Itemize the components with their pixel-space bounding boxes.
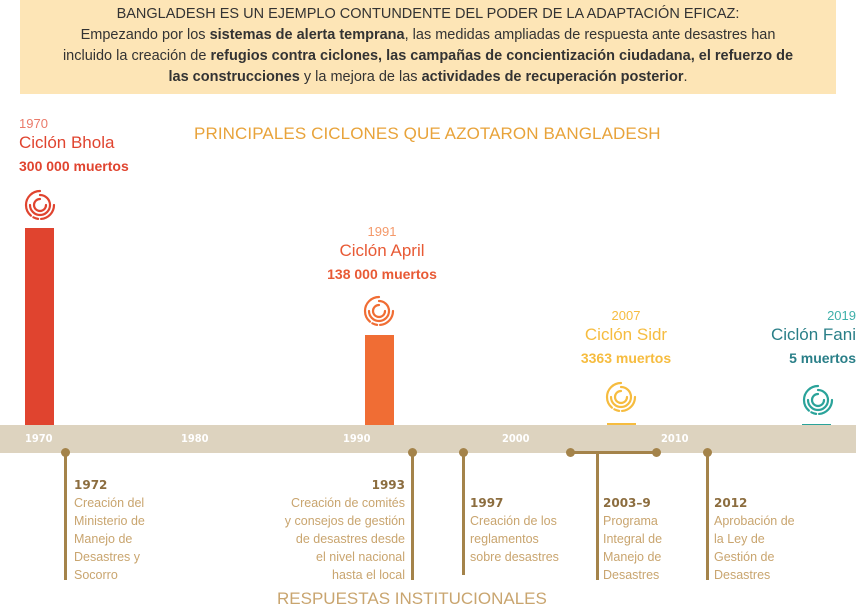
response-line bbox=[462, 452, 465, 575]
bar-bhola bbox=[25, 228, 54, 425]
cyclone-year: 1991 bbox=[367, 224, 397, 239]
axis-tick: 1970 bbox=[25, 432, 53, 445]
axis-tick: 1980 bbox=[181, 432, 209, 445]
cyclone-year: 2007 bbox=[611, 308, 641, 323]
cyclone-label-fani bbox=[756, 308, 856, 368]
intro-line-2: incluido la creación de refugios contra ciclones, las campañas de concientización ciudadana, el refuerzo de bbox=[62, 48, 794, 64]
cyclone-icon bbox=[22, 187, 58, 223]
intro-line-1: Empezando por los sistemas de alerta temprana, las medidas ampliadas de respuesta ante desastres han bbox=[80, 27, 776, 43]
cyclone-icon bbox=[800, 382, 836, 418]
cyclone-year: 2019 bbox=[827, 308, 856, 323]
cyclone-deaths: 3363 muertos bbox=[580, 350, 672, 366]
intro-line-3: las construcciones y la mejora de las actividades de recuperación posterior. bbox=[168, 69, 688, 85]
response-1993: 1993 Creación de comités y consejos de gestión de desastres desde el nivel nacional hasta el local bbox=[284, 478, 405, 582]
response-line bbox=[64, 452, 67, 580]
cyclone-deaths: 300 000 muertos bbox=[19, 158, 129, 174]
response-2003-9: 2003–9 Programa Integral de Manejo de Desastres bbox=[603, 496, 663, 582]
response-line bbox=[411, 452, 414, 580]
cyclone-label-april bbox=[322, 224, 442, 284]
responses-title: RESPUESTAS INSTITUCIONALES bbox=[277, 589, 547, 608]
response-range-line bbox=[570, 451, 658, 454]
cyclone-name: Ciclón Bhola bbox=[19, 133, 115, 152]
cyclone-icon bbox=[361, 293, 397, 329]
intro-title: BANGLADESH ES UN EJEMPLO CONTUNDENTE DEL PODER DE LA ADAPTACIÓN EFICAZ: bbox=[116, 6, 740, 22]
axis-tick: 2000 bbox=[502, 432, 530, 445]
cyclone-label-sidr bbox=[566, 308, 686, 368]
axis-tick: 2010 bbox=[661, 432, 689, 445]
cyclone-year: 1970 bbox=[19, 116, 48, 131]
intro-box bbox=[20, 0, 836, 94]
cyclone-name: Ciclón Fani bbox=[770, 325, 856, 344]
cyclone-label-bhola bbox=[19, 116, 129, 176]
response-marker-2009 bbox=[652, 448, 661, 457]
cyclone-name: Ciclón Sidr bbox=[584, 325, 668, 344]
response-line bbox=[706, 452, 709, 580]
cyclone-deaths: 5 muertos bbox=[789, 350, 856, 366]
chart-title: PRINCIPALES CICLONES QUE AZOTARON BANGLADESH bbox=[194, 124, 661, 143]
response-1997: 1997 Creación de los reglamentos sobre desastres bbox=[470, 496, 559, 564]
bar-april bbox=[365, 335, 394, 425]
response-line bbox=[596, 452, 599, 580]
timeline-axis bbox=[0, 425, 856, 453]
cyclone-name: Ciclón April bbox=[339, 241, 425, 260]
response-2012: 2012 Aprobación de la Ley de Gestión de Desastres bbox=[714, 496, 795, 582]
axis-tick: 1990 bbox=[343, 432, 371, 445]
cyclone-deaths: 138 000 muertos bbox=[327, 266, 437, 282]
cyclone-icon bbox=[603, 379, 639, 415]
response-1972: 1972 Creación del Ministerio de Manejo de Desastres y Socorro bbox=[74, 478, 145, 582]
